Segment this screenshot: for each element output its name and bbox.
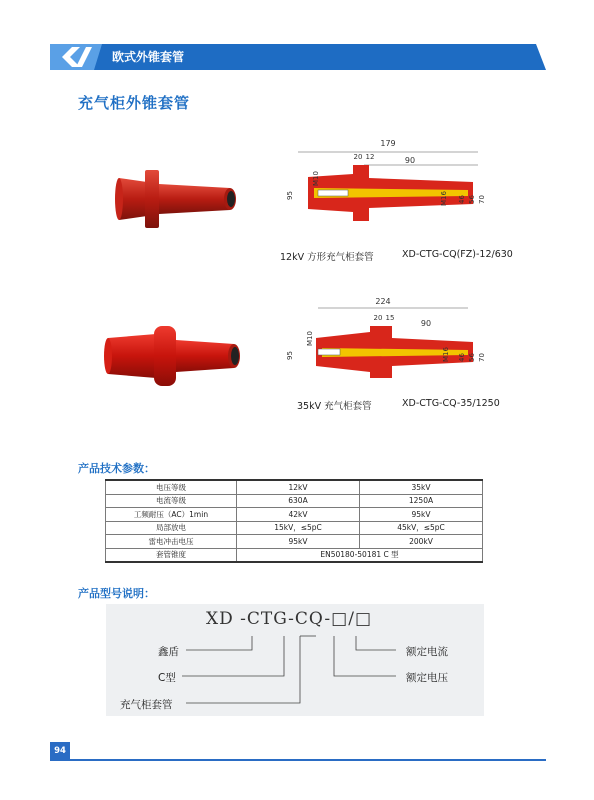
model-label-brand: 鑫盾 <box>158 646 179 658</box>
table-cell: 电流等级 <box>106 494 237 508</box>
dim-diameter: 95 <box>286 191 294 200</box>
table-cell: 套管锥度 <box>106 548 237 562</box>
dim-d1: 46 <box>458 195 466 204</box>
dim-d3: 70 <box>478 353 486 362</box>
dim-m16: M16 <box>442 347 450 362</box>
dim-m16: M16 <box>440 191 448 206</box>
table-cell: 45kV，≤5pC <box>360 521 483 535</box>
table-cell: 12kV <box>237 480 360 494</box>
table-row <box>106 480 483 494</box>
product-caption-name: 35kV 充气柜套管 <box>297 401 372 412</box>
dim-total: 179 <box>380 139 396 148</box>
table-cell: 15kV，≤5pC <box>237 521 360 535</box>
table-cell: 42kV <box>237 508 360 522</box>
dim-c: 90 <box>404 156 416 165</box>
table-cell: 200kV <box>360 535 483 549</box>
dim-c: 90 <box>420 319 432 328</box>
table-cell: 工频耐压（AC）1min <box>106 508 237 522</box>
dim-m10: M10 <box>312 171 320 186</box>
product-drawing-12kv <box>278 132 498 247</box>
table-cell: 雷电冲击电压 <box>106 535 237 549</box>
page-number: 94 <box>50 742 70 760</box>
dim-b: 12 <box>365 153 375 161</box>
table-cell: 95kV <box>360 508 483 522</box>
table-cell: 35kV <box>360 480 483 494</box>
table-cell: EN50180-50181 C 型 <box>237 548 483 562</box>
table-row <box>106 508 483 522</box>
model-label-voltage: 额定电压 <box>406 672 448 684</box>
table-row <box>106 535 483 549</box>
table-cell: 1250A <box>360 494 483 508</box>
table-row <box>106 494 483 508</box>
table-row <box>106 548 483 562</box>
model-label-current: 额定电流 <box>406 646 448 658</box>
product-caption-name: 12kV 方形充气柜套管 <box>280 252 374 263</box>
product-photo-12kv <box>115 160 245 240</box>
table-row <box>106 521 483 535</box>
product-caption-model: XD-CTG-CQ-35/1250 <box>402 398 500 409</box>
dim-total: 224 <box>375 297 391 306</box>
page-title: 充气柜外锥套管 <box>78 94 191 112</box>
section-title: 欧式外锥套管 <box>112 50 185 64</box>
model-section-title: 产品型号说明： <box>78 587 155 600</box>
table-cell: 630A <box>237 494 360 508</box>
spec-table <box>105 479 483 563</box>
product-photo-35kv <box>104 320 244 392</box>
model-label-type: C型 <box>158 672 176 684</box>
spec-section-title: 产品技术参数： <box>78 462 155 475</box>
product-drawing-35kv <box>278 292 498 402</box>
dim-b: 15 <box>385 314 395 322</box>
product-caption-model: XD-CTG-CQ(FZ)-12/630 <box>402 249 513 260</box>
dim-d2: 56 <box>468 195 476 204</box>
table-cell: 95kV <box>237 535 360 549</box>
model-code: XD -CTG-CQ-□/□ <box>206 609 373 629</box>
table-cell: 局部放电 <box>106 521 237 535</box>
table-cell: 电压等级 <box>106 480 237 494</box>
model-label-product: 充气柜套管 <box>120 699 173 711</box>
dim-diameter: 95 <box>286 351 294 360</box>
dim-d3: 70 <box>478 195 486 204</box>
dim-a: 20 <box>373 314 383 322</box>
dim-d2: 56 <box>468 353 476 362</box>
dim-a: 20 <box>353 153 363 161</box>
dim-m10: M10 <box>306 331 314 346</box>
footer-rule <box>50 759 546 761</box>
dim-d1: 46 <box>458 353 466 362</box>
